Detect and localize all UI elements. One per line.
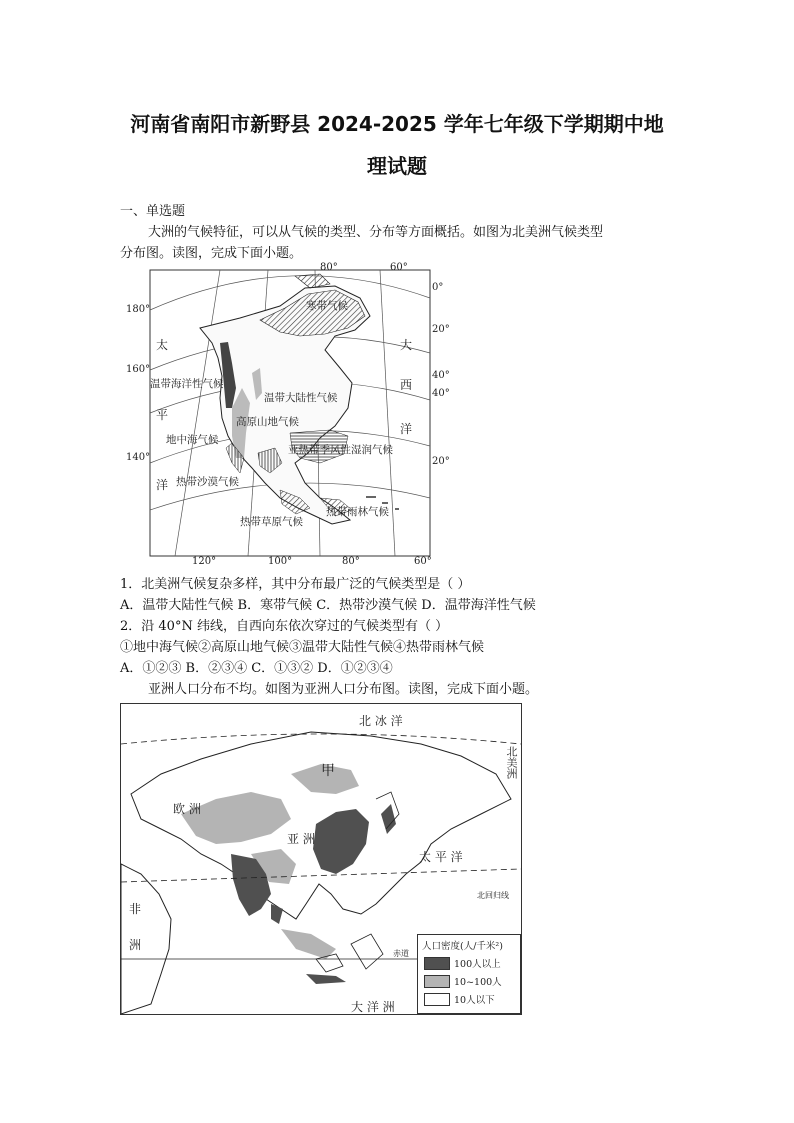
title-line-1: 河南省南阳市新野县 2024-2025 学年七年级下学期期中地 <box>130 112 664 136</box>
lon-160: 160° <box>126 364 151 375</box>
pacific-label-1: 太 <box>156 338 169 352</box>
jia-label: 甲 <box>321 763 335 779</box>
label-tropical-rainforest: 热带雨林气候 <box>326 506 389 518</box>
lon-60-top: 60° <box>390 262 408 273</box>
lon-80-bottom: 80° <box>342 556 360 567</box>
oceania-label: 大 洋 洲 <box>351 1000 395 1014</box>
legend-label-high: 100人以上 <box>454 959 501 970</box>
label-polar-climate: 寒带气候 <box>306 300 348 312</box>
atlantic-label-3: 洋 <box>400 422 413 436</box>
label-temperate-continental: 温带大陆性气候 <box>264 392 338 404</box>
question-1-options: A．温带大陆性气候 B．寒带气候 C．热带沙漠气候 D．温带海洋性气候 <box>120 598 536 613</box>
pacific-ocean-label: 太 平 洋 <box>419 850 463 864</box>
question-2: 2．沿 40°N 纬线，自西向东依次穿过的气候类型有（ ） <box>120 619 449 634</box>
lat-40-a: 40° <box>432 370 450 381</box>
label-tropical-desert: 热带沙漠气候 <box>176 476 239 488</box>
label-humid-subtropical: 亚热带季风性湿润气候 <box>288 444 393 456</box>
equator-label: 赤道 <box>393 949 409 958</box>
atlantic-label-2: 西 <box>400 378 413 392</box>
lon-120: 120° <box>192 556 217 567</box>
legend-title: 人口密度(人/千米²) <box>422 941 503 952</box>
lon-60-bottom: 60° <box>414 556 432 567</box>
legend-label-mid: 10~100人 <box>454 977 502 988</box>
asia-label: 亚 洲 <box>287 832 315 846</box>
africa-label-1: 非 <box>129 902 142 916</box>
section-heading: 一、单选题 <box>120 204 186 219</box>
lat-20-right: 20° <box>432 324 450 335</box>
africa-label-2: 洲 <box>129 938 142 952</box>
legend-label-low: 10人以下 <box>454 995 495 1006</box>
question-1: 1．北美洲气候复杂多样，其中分布最广泛的气候类型是（ ） <box>120 577 471 592</box>
pacific-label-2: 平 <box>156 408 169 422</box>
label-tropical-savanna: 热带草原气候 <box>240 516 303 528</box>
label-highland: 高原山地气候 <box>236 416 299 428</box>
lat-0: 0° <box>432 282 444 293</box>
tropic-of-cancer-label: 北回归线 <box>477 891 509 900</box>
legend-swatch-mid <box>424 975 450 988</box>
question-2-items: ①地中海气候②高原山地气候③温带大陆性气候④热带雨林气候 <box>120 640 485 655</box>
lat-20-b: 20° <box>432 456 450 467</box>
europe-label: 欧 洲 <box>173 802 201 816</box>
label-temperate-marine: 温带海洋性气候 <box>150 378 224 390</box>
legend-swatch-low <box>424 993 450 1006</box>
lat-40-b: 40° <box>432 388 450 399</box>
arctic-ocean-label: 北 冰 洋 <box>359 714 403 728</box>
legend-swatch-high <box>424 957 450 970</box>
label-mediterranean: 地中海气候 <box>166 434 219 446</box>
north-america-climate-map <box>120 258 450 568</box>
intro2: 亚洲人口分布不均。如图为亚洲人口分布图。读图，完成下面小题。 <box>148 682 539 697</box>
lon-100: 100° <box>268 556 293 567</box>
asia-population-map <box>120 703 522 1015</box>
lon-140: 140° <box>126 452 151 463</box>
title-line-2: 理试题 <box>367 154 427 178</box>
lon-180: 180° <box>126 304 151 315</box>
population-legend <box>417 934 521 1014</box>
question-2-options: A．①②③ B．②③④ C．①③② D．①②③④ <box>120 661 393 676</box>
atlantic-label-1: 大 <box>400 338 413 352</box>
intro1-line-2: 分布图。读图，完成下面小题。 <box>120 246 303 261</box>
pacific-label-3: 洋 <box>156 478 169 492</box>
north-america-label: 北美洲 <box>505 746 518 779</box>
intro1-line-1: 大洲的气候特征，可以从气候的类型、分布等方面概括。如图为北美洲气候类型 <box>148 225 604 240</box>
lon-80-top: 80° <box>320 262 338 273</box>
